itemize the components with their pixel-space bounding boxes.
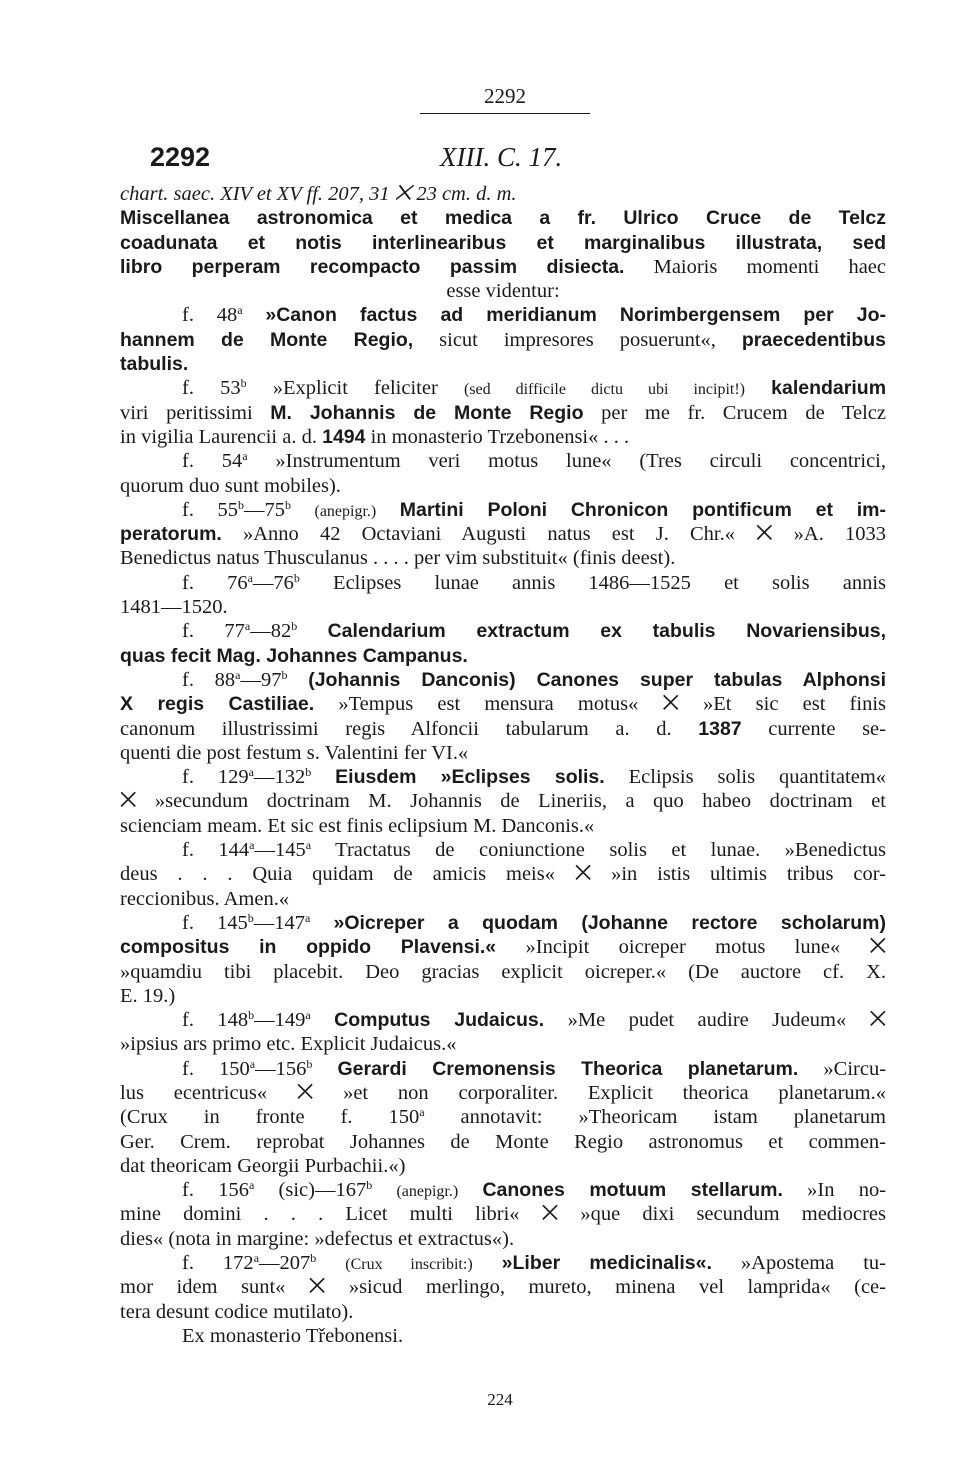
running-page-number: 2292: [484, 84, 526, 108]
text-line: f. 172$^a$—207$^b$ (Crux inscribit:) »Liber medicinalis«. »Apostema tu-: [182, 1251, 886, 1275]
text-line: peratorum. »Anno 42 Octaviani Augusti natus est J. Chr.« ⨉ »A. 1033: [120, 523, 886, 546]
text-line: hannem de Monte Regio, sicut impresores posuerunt«, praecedentibus: [120, 328, 886, 351]
text-line: mine domini . . . Licet multi libri« ⨉ »que dixi secundum mediocres: [120, 1203, 886, 1226]
text-line: viri peritissimi M. Johannis de Monte Regio per me fr. Crucem de Telcz: [120, 401, 886, 424]
folio-number: 224: [487, 1390, 513, 1409]
text-line: dies« (nota in margine: »defectus et extractus«).: [120, 1227, 515, 1250]
text-line: f. 76$^a$—76$^b$ Eclipses lunae annis 1486—1525 et solis annis: [182, 570, 886, 594]
text-line: f. 55$^b$—75$^b$ (anepigr.) Martini Poloni Chronicon pontificum et im-: [182, 497, 886, 521]
text-line: Benedictus natus Thusculanus . . . . per vim substituit« (finis deest).: [120, 547, 676, 570]
text-line: libro perperam recompacto passim disiecta. Maioris momenti haec: [120, 255, 886, 278]
text-line: f. 145$^b$—147$^a$ »Oicreper a quodam (Johanne rectore scholarum): [182, 910, 886, 934]
text-line: f. 148$^b$—149$^a$ Computus Judaicus. »Me pudet audire Judeum« ⨉: [182, 1008, 886, 1032]
text-line: f. 150$^a$—156$^b$ Gerardi Cremonensis Theorica planetarum. »Circu-: [182, 1056, 886, 1080]
text-line: compositus in oppido Plavensi.« »Incipit oicreper motus lune« ⨉: [120, 936, 886, 959]
text-line: f. 48$^a$ »Canon factus ad meridianum Norimbergensem per Jo-: [182, 303, 886, 327]
text-line: (Crux in fronte f. 150$^a$ annotavit: »Theoricam istam planetarum: [120, 1105, 886, 1129]
text-line: chart. saec. XIV et XV ff. 207, 31 ⨉ 23 cm. d. m.: [120, 183, 517, 205]
text-line: canonum illustrissimi regis Alfoncii tabularum a. d. 1387 currente se-: [120, 717, 886, 740]
entry-description: [120, 182, 886, 1348]
text-line: »ipsius ars primo etc. Explicit Judaicus.«: [120, 1033, 457, 1056]
text-line: Ger. Crem. reprobat Johannes de Monte Regio astronomus et commen-: [120, 1130, 886, 1153]
text-line: quorum duo sunt mobiles).: [120, 474, 341, 497]
header-rule: [420, 113, 590, 114]
text-line: tabulis.: [120, 353, 189, 376]
text-line: scienciam meam. Et sic est finis eclipsium M. Danconis.«: [120, 814, 595, 837]
text-line: coadunata et notis interlinearibus et marginalibus illustrata, sed: [120, 231, 886, 254]
text-line: f. 77$^a$—82$^b$ Calendarium extractum ex tabulis Novariensibus,: [182, 619, 886, 643]
shelfmark: XIII. C. 17.: [440, 142, 563, 172]
text-line: f. 129$^a$—132$^b$ Eiusdem »Eclipses solis. Eclipsis solis quantitatem«: [182, 765, 886, 789]
text-line: f. 54$^a$ »Instrumentum veri motus lune« (Tres circuli concentrici,: [182, 449, 886, 473]
text-line: X regis Castiliae. »Tempus est mensura motus« ⨉ »Et sic est finis: [120, 693, 886, 716]
text-line: quenti die post festum s. Valentini fer VI.«: [120, 741, 469, 764]
entry-number: 2292: [150, 142, 211, 172]
text-line: lus ecentricus« ⨉ »et non corporaliter. Explicit theorica planetarum.«: [120, 1081, 886, 1104]
text-line: Ex monasterio Třebonensi.: [182, 1324, 404, 1347]
text-line: tera desunt codice mutilato).: [120, 1300, 354, 1323]
text-line: deus . . . Quia quidam de amicis meis« ⨉ »in istis ultimis tribus cor-: [120, 863, 886, 886]
text-line: reccionibus. Amen.«: [120, 887, 290, 910]
text-line: ⨉ »secundum doctrinam M. Johannis de Lineriis, a quo habeo doctrinam et: [120, 790, 886, 813]
text-line: Miscellanea astronomica et medica a fr. Ulrico Cruce de Telcz: [120, 207, 886, 230]
text-line: f. 144$^a$—145$^a$ Tractatus de coniunctione solis et lunae. »Benedictus: [182, 838, 886, 862]
text-line: f. 53$^b$ »Explicit feliciter (sed difficile dictu ubi incipit!) kalendarium: [182, 376, 886, 400]
text-line: »quamdiu tibi placebit. Deo gracias explicit oicreper.« (De auctore cf. X.: [120, 960, 886, 983]
text-line: dat theoricam Georgii Purbachii.«): [120, 1154, 406, 1177]
text-line: E. 19.): [120, 984, 176, 1007]
text-line: quas fecit Mag. Johannes Campanus.: [120, 644, 468, 667]
text-line: in vigilia Laurencii a. d. 1494 in monasterio Trzebonensi« . . .: [120, 425, 630, 448]
text-line: esse videntur:: [446, 280, 560, 303]
text-line: 1481—1520.: [120, 596, 228, 619]
text-line: f. 88$^a$—97$^b$ (Johannis Danconis) Canones super tabulas Alphonsi: [182, 667, 886, 691]
text-line: f. 156$^a$ (sic)—167$^b$ (anepigr.) Canones motuum stellarum. »In no-: [182, 1178, 886, 1202]
text-line: mor idem sunt« ⨉ »sicud merlingo, mureto, minena vel lamprida« (ce-: [120, 1276, 886, 1299]
